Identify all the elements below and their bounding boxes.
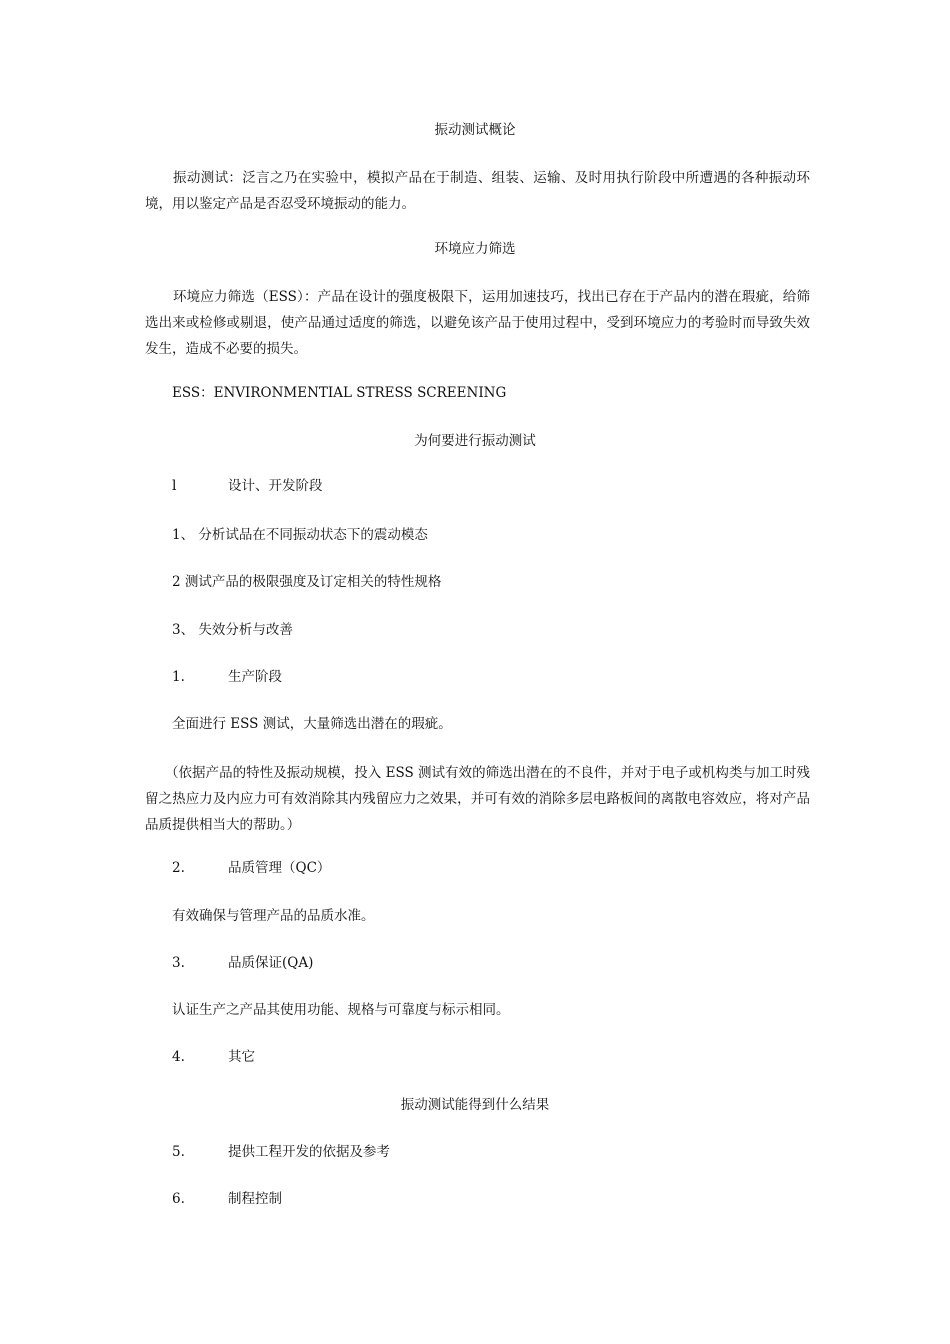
design-stage-label: 设计、开发阶段 bbox=[228, 478, 323, 494]
list-number: 1. bbox=[172, 669, 185, 685]
qa-label: 品质保证(QA) bbox=[228, 955, 314, 971]
ess-paragraph: 环境应力筛选（ESS）：产品在设计的强度极限下，运用加速技巧，找出已存在于产品内的潜在瑕疵，给筛选出来或检修或剔退，使产品通过适度的筛选，以避免该产品于使用过程中，受到环境应力的考验时而导致失效发生，造成不必要的损失。 bbox=[145, 289, 810, 357]
list-item: 3、 失效分析与改善 bbox=[172, 622, 293, 638]
section-heading-ess: 环境应力筛选 bbox=[434, 241, 516, 257]
list-number: 4. bbox=[172, 1049, 185, 1065]
list-number: 5. bbox=[172, 1144, 185, 1160]
bullet-marker: l bbox=[172, 478, 177, 494]
list-number: 6. bbox=[172, 1191, 185, 1207]
list-number: 2. bbox=[172, 860, 185, 876]
qa-text: 认证生产之产品其使用功能、规格与可靠度与标示相同。 bbox=[172, 1002, 510, 1018]
section-heading-results: 振动测试能得到什么结果 bbox=[400, 1097, 550, 1113]
section-heading-why: 为何要进行振动测试 bbox=[414, 433, 536, 449]
result-item-label: 制程控制 bbox=[228, 1191, 282, 1207]
document-title: 振动测试概论 bbox=[434, 122, 516, 138]
result-item-label: 提供工程开发的依据及参考 bbox=[228, 1144, 390, 1160]
production-stage-label: 生产阶段 bbox=[228, 669, 282, 685]
qc-label: 品质管理（QC） bbox=[228, 860, 331, 876]
list-item: 2 测试产品的极限强度及订定相关的特性规格 bbox=[172, 574, 442, 590]
intro-paragraph: 振动测试：泛言之乃在实验中，模拟产品在于制造、组装、运输、及时用执行阶段中所遭遇的各种振动环境，用以鉴定产品是否忍受环境振动的能力。 bbox=[145, 170, 810, 212]
other-label: 其它 bbox=[228, 1049, 255, 1065]
production-note: （依据产品的特性及振动规模，投入 ESS 测试有效的筛选出潜在的不良件，并对于电子或机构类与加工时残留之热应力及内应力可有效消除其内残留应力之效果，并可有效的消除多层电路板间的离散电容效应，将对产品品质提供相当大的帮助。） bbox=[145, 765, 810, 833]
list-number: 3. bbox=[172, 955, 185, 971]
production-text: 全面进行 ESS 测试，大量筛选出潜在的瑕疵。 bbox=[172, 716, 452, 732]
list-item: 1、 分析试品在不同振动状态下的震动模态 bbox=[172, 527, 428, 543]
qc-text: 有效确保与管理产品的品质水准。 bbox=[172, 908, 375, 924]
ess-full-name: ESS：ENVIRONMENTIAL STRESS SCREENING bbox=[172, 385, 507, 401]
